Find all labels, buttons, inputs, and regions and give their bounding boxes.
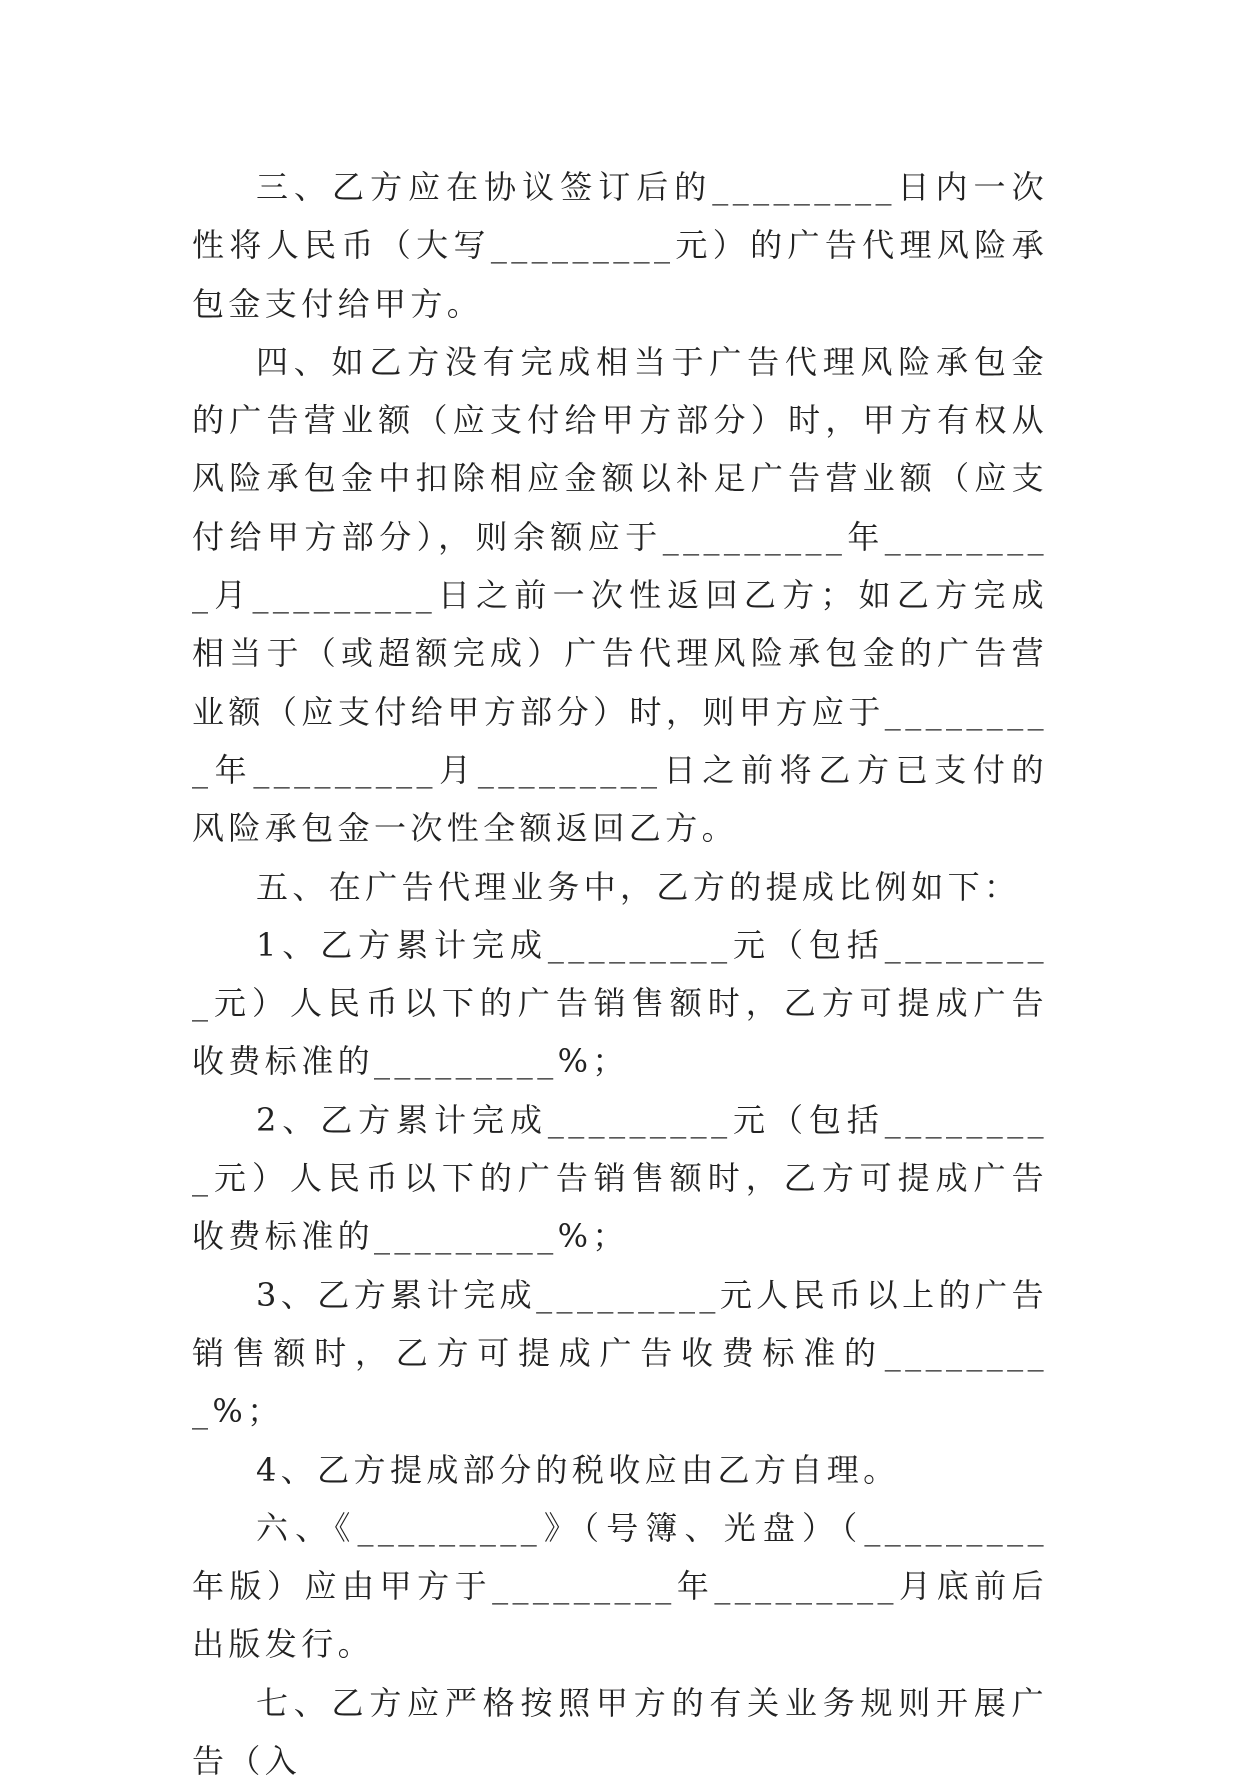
document-body xyxy=(192,158,1048,1790)
paragraph-clause-7: 七、乙方应严格按照甲方的有关业务规则开展广告（入 xyxy=(192,1683,1048,1781)
paragraph-clause-5: 五、在广告代理业务中，乙方的提成比例如下： xyxy=(256,867,1021,906)
paragraph-clause-6: 六、《_________》（号簿、光盘）（_________年版）应由甲方于_________年_________月底前后出版发行。 xyxy=(192,1508,1048,1664)
paragraph-clause-5-item-2: 2、乙方累计完成_________元（包括_________元）人民币以下的广告销售额时，乙方可提成广告收费标准的_________%； xyxy=(192,1100,1048,1256)
paragraph-clause-5-item-3: 3、乙方累计完成_________元人民币以上的广告销售额时，乙方可提成广告收费标准的_________%； xyxy=(192,1275,1048,1431)
paragraph-clause-3: 三、乙方应在协议签订后的_________日内一次性将人民币（大写_________元）的广告代理风险承包金支付给甲方。 xyxy=(192,168,1048,323)
paragraph-clause-5-item-1: 1、乙方累计完成_________元（包括_________元）人民币以下的广告销售额时，乙方可提成广告收费标准的_________%； xyxy=(192,925,1048,1081)
paragraph-clause-5-item-4: 4、乙方提成部分的税收应由乙方自理。 xyxy=(256,1450,900,1489)
paragraph-clause-4: 四、如乙方没有完成相当于广告代理风险承包金的广告营业额（应支付给甲方部分）时，甲方有权从风险承包金中扣除相应金额以补足广告营业额（应支付给甲方部分），则余额应于_________年_________月_________日之前一次性返回乙方；如乙方完成相当于（或超额完成）广告代理风险承包金的广告营业额（应支付给甲方部分）时，则甲方应于_________年_________月_________日之前将乙方已支付的风险承包金一次性全额返回乙方。 xyxy=(192,342,1048,848)
